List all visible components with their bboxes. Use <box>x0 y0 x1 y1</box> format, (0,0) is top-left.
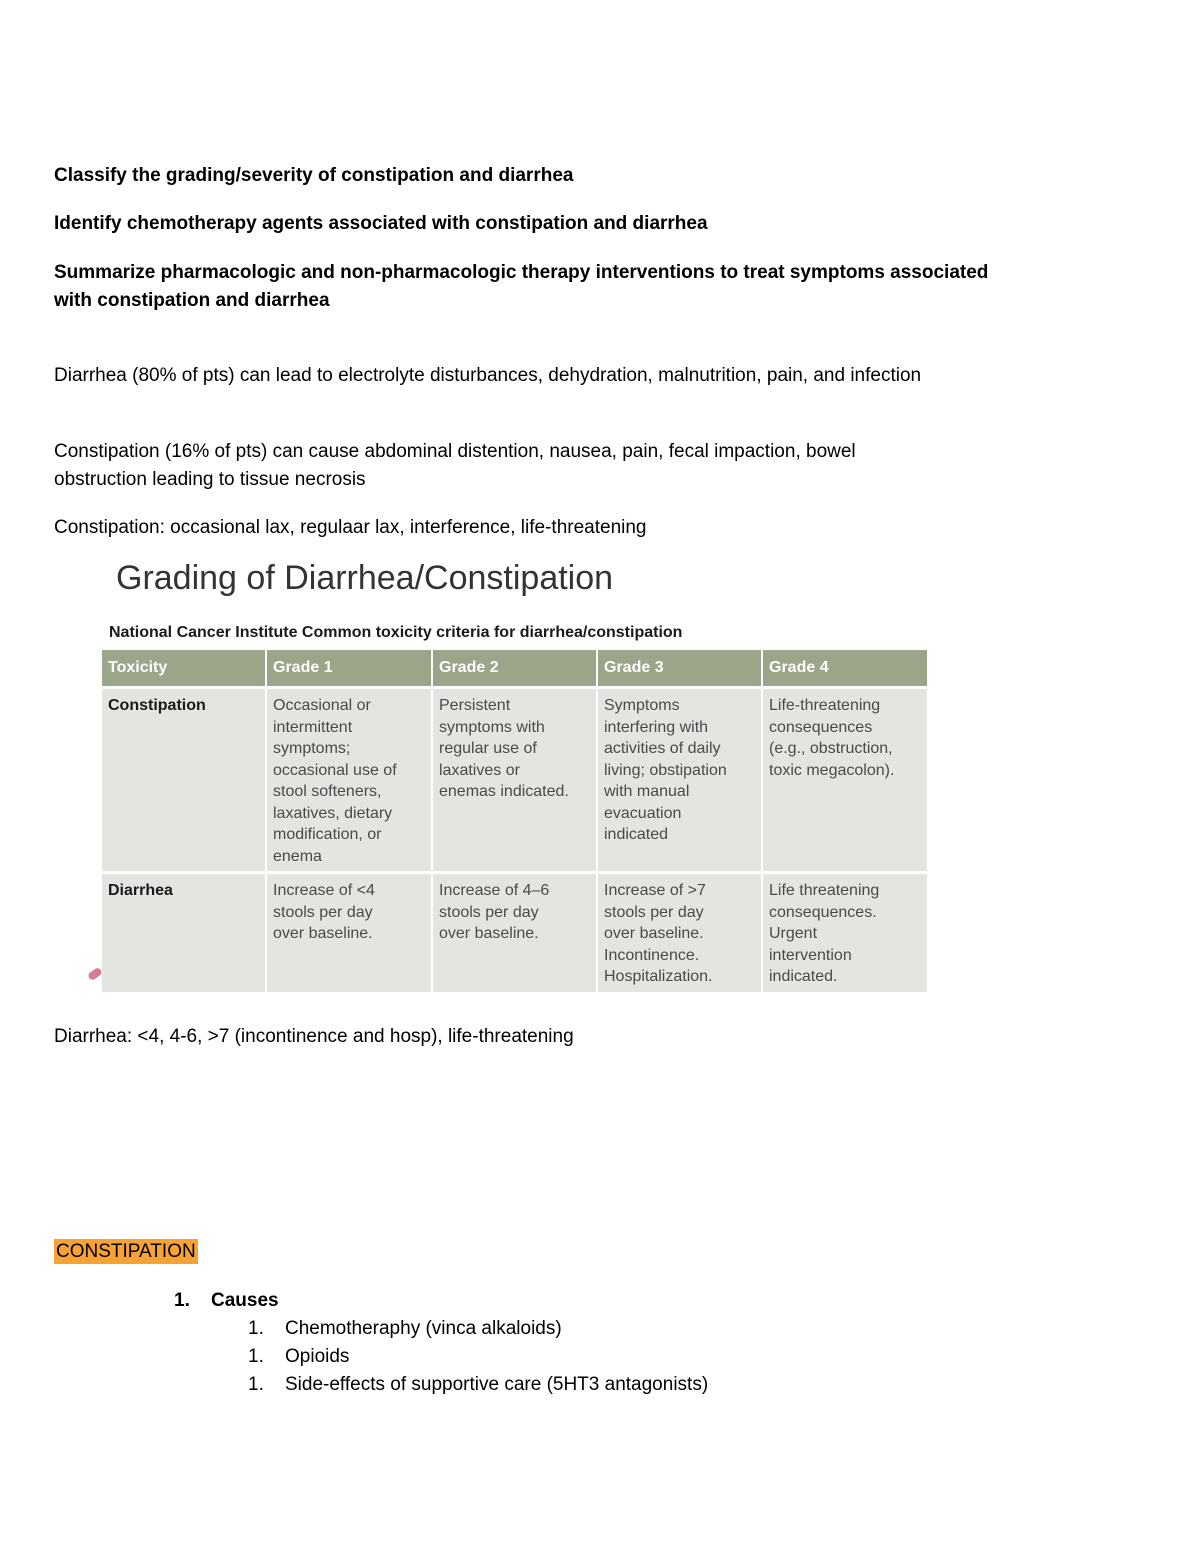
list-number: 1. <box>174 1290 190 1311</box>
table-header-row <box>102 650 928 688</box>
constipation-summary: Constipation: occasional lax, regulaar lax, interference, life-threatening <box>54 517 647 538</box>
causes-list <box>174 1287 708 1399</box>
row-label-diarrhea: Diarrhea <box>102 873 266 992</box>
diarrhea-summary: Diarrhea: <4, 4-6, >7 (incontinence and hosp), life-threatening <box>54 1026 574 1047</box>
header-grade-2: Grade 2 <box>432 650 597 688</box>
list-item-causes <box>174 1287 708 1315</box>
constipation-grade-4: Life-threatening consequences (e.g., obstruction, toxic megacolon). <box>762 688 928 873</box>
objective-1: Classify the grading/severity of constipation and diarrhea <box>54 165 574 186</box>
diarrhea-intro: Diarrhea (80% of pts) can lead to electrolyte disturbances, dehydration, malnutrition, pain, and infection <box>54 365 922 386</box>
constipation-intro-line-1: Constipation (16% of pts) can cause abdominal distention, nausea, pain, fecal impaction, bowel <box>54 441 856 462</box>
list-number: 1. <box>248 1346 264 1367</box>
diarrhea-grade-1: Increase of <4 stools per day over baseline. <box>266 873 432 992</box>
constipation-grade-3: Symptoms interfering with activities of daily living; obstipation with manual evacuation indicated <box>597 688 762 873</box>
list-label: Causes <box>211 1290 279 1311</box>
slide-title: Grading of Diarrhea/Constipation <box>116 559 614 597</box>
table-row-diarrhea <box>102 873 928 992</box>
diarrhea-grade-3: Increase of >7 stools per day over baseline. Incontinence. Hospitalization. <box>597 873 762 992</box>
slide-subtitle: National Cancer Institute Common toxicity criteria for diarrhea/constipation <box>109 624 683 641</box>
list-number: 1. <box>248 1374 264 1395</box>
list-item <box>248 1343 708 1371</box>
header-grade-3: Grade 3 <box>597 650 762 688</box>
constipation-grade-2: Persistent symptoms with regular use of laxatives or enemas indicated. <box>432 688 597 873</box>
objective-2: Identify chemotherapy agents associated with constipation and diarrhea <box>54 213 708 234</box>
diarrhea-grade-4: Life threatening consequences. Urgent intervention indicated. <box>762 873 928 992</box>
list-item <box>248 1315 708 1343</box>
header-grade-4: Grade 4 <box>762 650 928 688</box>
constipation-intro-line-2: obstruction leading to tissue necrosis <box>54 469 366 490</box>
diarrhea-grade-2: Increase of 4–6 stools per day over baseline. <box>432 873 597 992</box>
header-toxicity: Toxicity <box>102 650 266 688</box>
objective-3-line-2: with constipation and diarrhea <box>54 290 330 311</box>
row-label-constipation: Constipation <box>102 688 266 873</box>
grading-slide-image <box>100 552 930 986</box>
grading-table <box>102 650 929 992</box>
table-row-constipation <box>102 688 928 873</box>
header-grade-1: Grade 1 <box>266 650 432 688</box>
objective-3-line-1: Summarize pharmacologic and non-pharmacologic therapy interventions to treat symptoms associated <box>54 262 989 283</box>
cause-text: Opioids <box>285 1346 350 1367</box>
list-item <box>248 1371 708 1399</box>
cause-text: Chemotheraphy (vinca alkaloids) <box>285 1318 562 1339</box>
cause-text: Side-effects of supportive care (5HT3 antagonists) <box>285 1374 709 1395</box>
section-heading-constipation: CONSTIPATION <box>56 1241 196 1262</box>
section-heading-wrapper <box>54 1238 198 1266</box>
constipation-grade-1: Occasional or intermittent symptoms; occasional use of stool softeners, laxatives, dietary modification, or enema <box>266 688 432 873</box>
list-number: 1. <box>248 1318 264 1339</box>
